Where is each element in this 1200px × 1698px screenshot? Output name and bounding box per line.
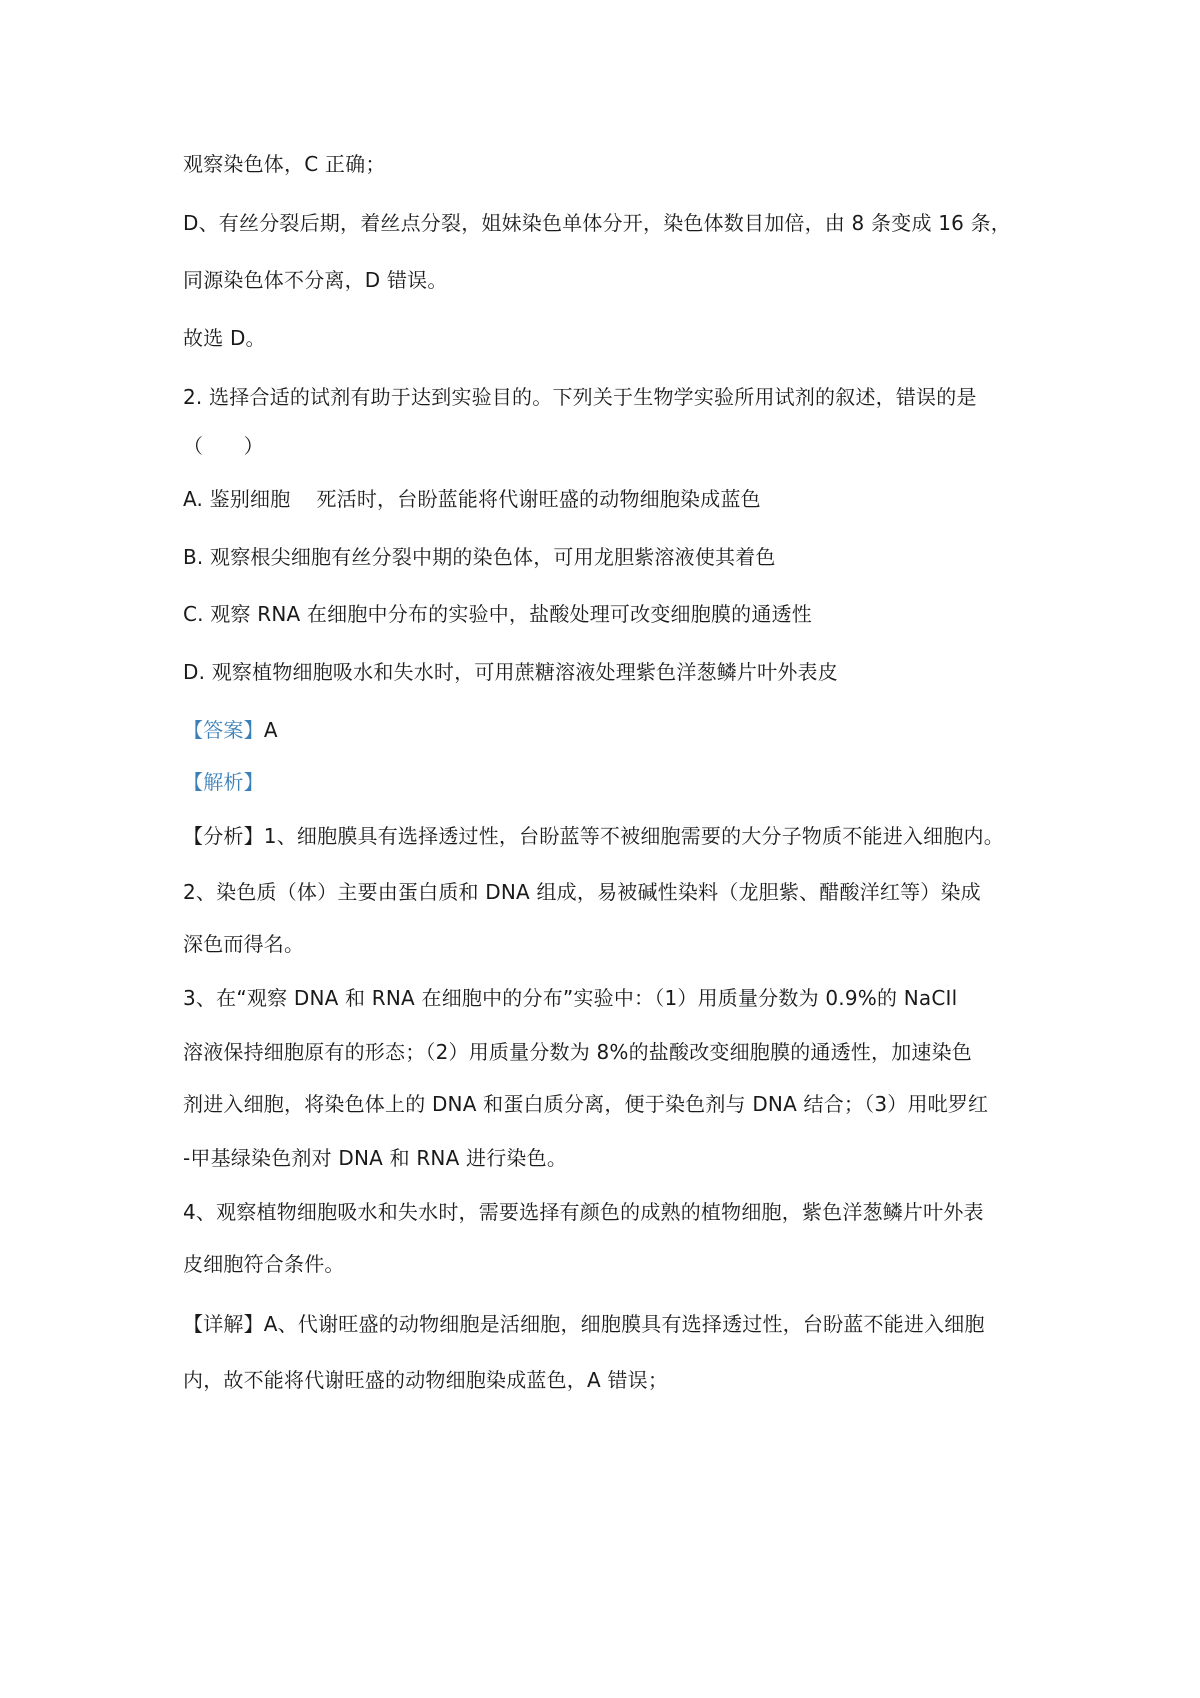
text-line bbox=[183, 1090, 1043, 1118]
text-line bbox=[183, 1310, 1043, 1338]
line-text: 故选 D。 bbox=[183, 326, 266, 350]
line-text: B. 观察根尖细胞有丝分裂中期的染色体，可用龙胆紫溶液使其着色 bbox=[183, 545, 776, 569]
answer-value: A bbox=[263, 718, 278, 742]
line-text: 2、染色质（体）主要由蛋白质和 DNA 组成，易被碱性染料（龙胆紫、醋酸洋红等）染成 bbox=[183, 880, 981, 904]
text-line bbox=[183, 822, 1043, 850]
line-text: -甲基绿染色剂对 DNA 和 RNA 进行染色。 bbox=[183, 1146, 568, 1170]
text-line bbox=[183, 1366, 1043, 1394]
line-text: 内，故不能将代谢旺盛的动物细胞染成蓝色，A 错误； bbox=[183, 1368, 669, 1392]
analysis-heading bbox=[183, 768, 1043, 796]
line-text: D、有丝分裂后期，着丝点分裂，姐妹染色单体分开，染色体数目加倍，由 8 条变成 16 条， bbox=[183, 211, 1012, 235]
line-text: 3、在“观察 DNA 和 RNA 在细胞中的分布”实验中：（1）用质量分数为 0.9%的 NaCIl bbox=[183, 986, 958, 1010]
line-text: 4、观察植物细胞吸水和失水时，需要选择有颜色的成熟的植物细胞，紫色洋葱鳞片叶外表 bbox=[183, 1200, 984, 1224]
line-text: 剂进入细胞，将染色体上的 DNA 和蛋白质分离，便于染色剂与 DNA 结合；（3）用吡罗红 bbox=[183, 1092, 989, 1116]
text-line bbox=[183, 266, 1043, 294]
question-stem bbox=[183, 383, 1043, 411]
line-text: C. 观察 RNA 在细胞中分布的实验中，盐酸处理可改变细胞膜的通透性 bbox=[183, 602, 812, 626]
text-line bbox=[183, 930, 1043, 958]
text-line bbox=[183, 1250, 1043, 1278]
line-text: 【分析】1、细胞膜具有选择透过性，台盼蓝等不被细胞需要的大分子物质不能进入细胞内。 bbox=[183, 824, 1004, 848]
line-text: 溶液保持细胞原有的形态；（2）用质量分数为 8%的盐酸改变细胞膜的通透性，加速染色 bbox=[183, 1040, 973, 1064]
option-a bbox=[183, 485, 1043, 513]
option-d bbox=[183, 658, 1043, 686]
text-line bbox=[183, 878, 1043, 906]
text-line bbox=[183, 150, 1043, 178]
option-a-text-start: A. 鉴别细胞 bbox=[183, 487, 291, 511]
answer-line bbox=[183, 716, 1043, 744]
line-text: 2. 选择合适的试剂有助于达到实验目的。下列关于生物学实验所用试剂的叙述，错误的是 bbox=[183, 385, 977, 409]
line-text: 皮细胞符合条件。 bbox=[183, 1252, 345, 1276]
text-line bbox=[183, 1144, 1043, 1172]
line-text: 【详解】A、代谢旺盛的动物细胞是活细胞，细胞膜具有选择透过性，台盼蓝不能进入细胞 bbox=[183, 1312, 985, 1336]
line-text: 深色而得名。 bbox=[183, 932, 305, 956]
option-c bbox=[183, 600, 1043, 628]
text-line bbox=[183, 209, 1043, 237]
text-line bbox=[183, 1038, 1043, 1066]
answer-blank bbox=[183, 432, 1043, 460]
answer-tag: 【答案】 bbox=[183, 718, 264, 742]
line-text: 观察染色体，C 正确； bbox=[183, 152, 386, 176]
line-text: D. 观察植物细胞吸水和失水时，可用蔗糖溶液处理紫色洋葱鳞片叶外表皮 bbox=[183, 660, 838, 684]
option-a-text-end: 死活时，台盼蓝能将代谢旺盛的动物细胞染成蓝色 bbox=[316, 487, 761, 511]
line-text: （ ） bbox=[183, 434, 264, 458]
option-b bbox=[183, 543, 1043, 571]
text-line bbox=[183, 1198, 1043, 1226]
line-text: 同源染色体不分离，D 错误。 bbox=[183, 268, 448, 292]
analysis-tag: 【解析】 bbox=[183, 770, 264, 794]
text-line bbox=[183, 324, 1043, 352]
text-line bbox=[183, 984, 1043, 1012]
